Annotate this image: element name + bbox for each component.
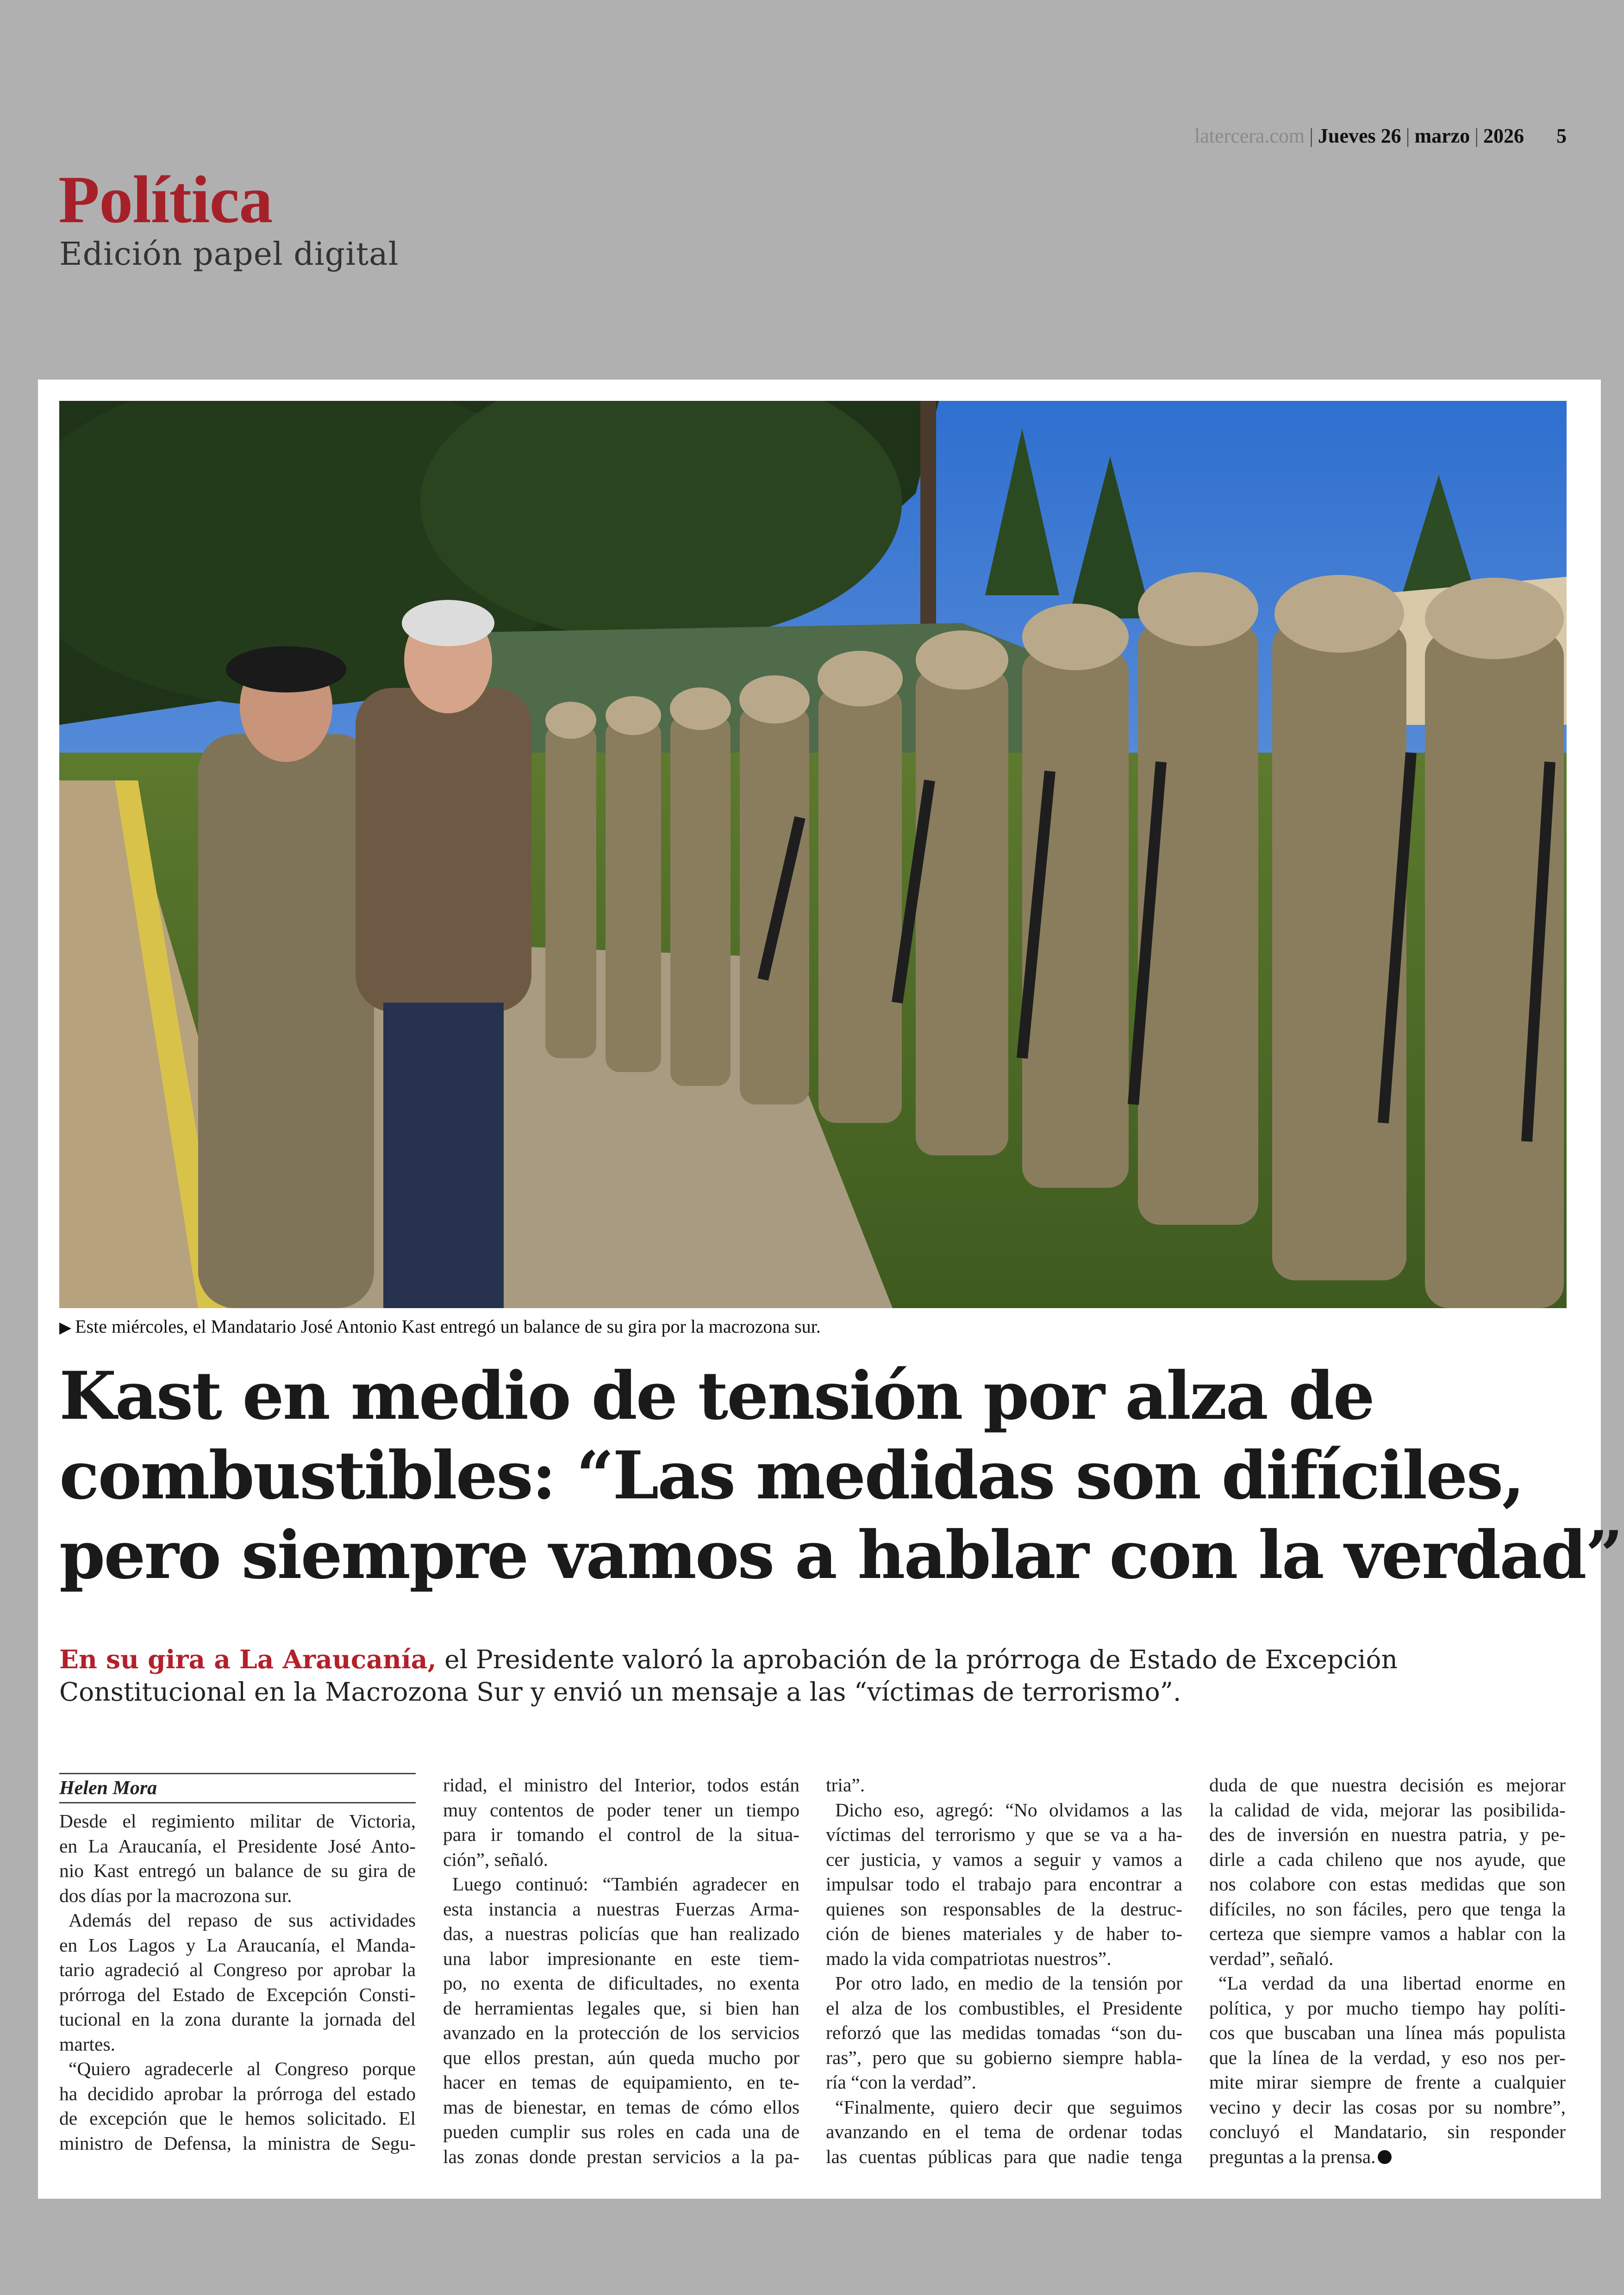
article-line: Luego continuó: “También agradecer en (452, 1873, 800, 1895)
article-line: ría “con la verdad”. (826, 2071, 976, 2093)
date-weekday: Jueves 26 (1318, 125, 1401, 147)
article-line: esta instancia a nuestras Fuerzas Arma- (443, 1898, 800, 1920)
article-body (59, 1773, 1567, 2180)
section-subtitle: Edición papel digital (59, 236, 399, 273)
article-line: de excepción que le hemos solicitado. El (59, 2108, 416, 2129)
article-headline (59, 1356, 1622, 1595)
article-line: en La Araucanía, el Presidente José Anto- (59, 1835, 416, 1857)
article-line: impulsar todo el trabajo para encontrar a (826, 1873, 1182, 1895)
page-header-info: latercera.com | Jueves 26 | marzo | 2026 5 (1194, 125, 1567, 147)
deck-lead: En su gira a La Araucanía, (59, 1644, 437, 1674)
article-line: las zonas donde prestan servicios a la pa- (443, 2145, 800, 2167)
page-number: 5 (1556, 125, 1567, 147)
deck-text: el Presidente valoró la aprobación de la prórroga de Estado de Excepción (436, 1645, 1398, 1674)
date-month: marzo (1414, 125, 1470, 147)
article-line: tario agradeció al Congreso por aprobar la (59, 1959, 416, 1980)
article-line: nio Kast entregó un balance de su gira de (59, 1860, 416, 1881)
article-line: duda de que nuestra decisión es mejorar (1209, 1774, 1566, 1796)
article-line: política, y por mucho tiempo hay políti- (1209, 1997, 1566, 2019)
date-year: 2026 (1483, 125, 1524, 147)
headline-line: combustibles: “Las medidas son difíciles, (59, 1437, 1524, 1514)
article-line: prórroga del Estado de Excepción Consti- (59, 1983, 416, 2005)
article-line: una labor impresionante en este tiem- (443, 1947, 800, 1969)
article-line: que ellos prestan, aún queda mucho por (443, 2046, 800, 2068)
article-line: pueden cumplir sus roles en cada una de (443, 2121, 800, 2142)
article-line: mas de bienestar, en temas de cómo ellos (443, 2096, 800, 2118)
article-line: ción de bienes materiales y de haber to- (826, 1923, 1182, 1944)
article-line: las cuentas públicas para que nadie tenga (826, 2145, 1182, 2167)
article-line: el alza de los combustibles, el Presidente (826, 1997, 1182, 2019)
article-line: que la línea de la verdad, y eso nos per- (1209, 2046, 1566, 2068)
article-line: tucional en la zona durante la jornada del (59, 2008, 416, 2030)
end-mark-icon (1378, 2150, 1392, 2164)
article-line: ción”, señaló. (443, 1848, 549, 1870)
article-line: tria”. (826, 1774, 865, 1796)
article-photo[interactable] (59, 401, 1567, 1308)
article-line: “Finalmente, quiero decir que seguimos (835, 2096, 1182, 2118)
article-line: ridad, el ministro del Interior, todos están (443, 1774, 800, 1796)
article-line: avanzado en la protección de los servicios (443, 2022, 800, 2043)
article-line: des de inversión en nuestra patria, y pe- (1209, 1824, 1566, 1845)
deck-text: Constitucional en la Macrozona Sur y envió un mensaje a las “víctimas de terrorismo”. (59, 1677, 1181, 1707)
article-line: mado la vida compatriotas nuestros”. (826, 1947, 1112, 1969)
article-line: muy contentos de poder tener un tiempo (443, 1799, 800, 1821)
article-line: en Los Lagos y La Araucanía, el Manda- (59, 1934, 416, 1956)
article-line: ministro de Defensa, la ministra de Segu- (59, 2132, 416, 2154)
article-line: ha decidido aprobar la prórroga del estado (59, 2083, 416, 2104)
article-line: verdad”, señaló. (1209, 1947, 1334, 1969)
section-title: Política (58, 162, 273, 237)
article-line: cer justicia, y vamos a seguir y vamos a (826, 1848, 1182, 1870)
photo-caption: ▶ Este miércoles, el Mandatario José Antonio Kast entregó un balance de su gira por la macrozona sur. (59, 1316, 821, 1337)
article-line: vecino y decir las cosas por su nombre”, (1209, 2096, 1566, 2118)
article-column-1 (59, 1773, 416, 2156)
article-line: para ir tomando el control de la situa- (443, 1824, 800, 1845)
caption-arrow-icon: ▶ (59, 1319, 72, 1336)
article-line: po, no exenta de dificultades, no exenta (443, 1972, 800, 1994)
article-line: cos que buscaban una línea más populista (1209, 2022, 1566, 2043)
article-line: certeza que siempre vamos a hablar con la (1209, 1923, 1566, 1944)
article-deck (59, 1643, 1448, 1708)
article-line: dos días por la macrozona sur. (59, 1884, 292, 1906)
photo-soldiers-image (59, 401, 1567, 1308)
article-line: de herramientas legales que, si bien han (443, 1997, 800, 2019)
article-line: hacer en temas de equipamiento, en te- (443, 2071, 800, 2093)
article-line: “La verdad da una libertad enorme en (1218, 1972, 1566, 1994)
article-column-4 (1209, 1773, 1566, 2169)
article-line: quienes son responsables de la destruc- (826, 1898, 1182, 1920)
article-page (38, 380, 1622, 2199)
site-name: latercera.com (1194, 125, 1305, 147)
article-line: mite mirar siempre de frente a cualquier (1209, 2071, 1566, 2093)
headline-line: Kast en medio de tensión por alza de (59, 1358, 1374, 1434)
article-line: nos colabore con estas medidas que son (1209, 1873, 1566, 1895)
article-line: preguntas a la prensa. (1209, 2145, 1566, 2170)
article-line: Por otro lado, en medio de la tensión por (835, 1972, 1182, 1994)
article-line: ras”, pero que su gobierno siempre habla- (826, 2046, 1182, 2068)
article-line: Desde el regimiento militar de Victoria, (59, 1810, 416, 1832)
article-line: víctimas del terrorismo y que se va a ha- (826, 1824, 1182, 1845)
article-line: difíciles, no son fáciles, pero que tenga la (1209, 1898, 1566, 1920)
article-line: dirle a cada chileno que nos ayude, que (1209, 1848, 1566, 1870)
article-line: avanzando en el tema de ordenar todas (826, 2121, 1182, 2142)
article-line: la calidad de vida, mejorar las posibilida- (1209, 1799, 1566, 1821)
article-line: Dicho eso, agregó: “No olvidamos a las (835, 1799, 1182, 1821)
article-line: martes. (59, 2033, 115, 2055)
byline: Helen Mora (59, 1773, 416, 1803)
article-line: das, a nuestras policías que han realizado (443, 1923, 800, 1944)
article-line: “Quiero agradecerle al Congreso porque (69, 2058, 416, 2079)
article-column-2 (443, 1773, 800, 2169)
article-line: Además del repaso de sus actividades (69, 1909, 416, 1931)
article-column-3 (826, 1773, 1182, 2169)
article-line: reforzó que las medidas tomadas “son du- (826, 2022, 1182, 2043)
headline-line: pero siempre vamos a hablar con la verdad” (59, 1517, 1622, 1594)
article-line: concluyó el Mandatario, sin responder (1209, 2121, 1566, 2142)
